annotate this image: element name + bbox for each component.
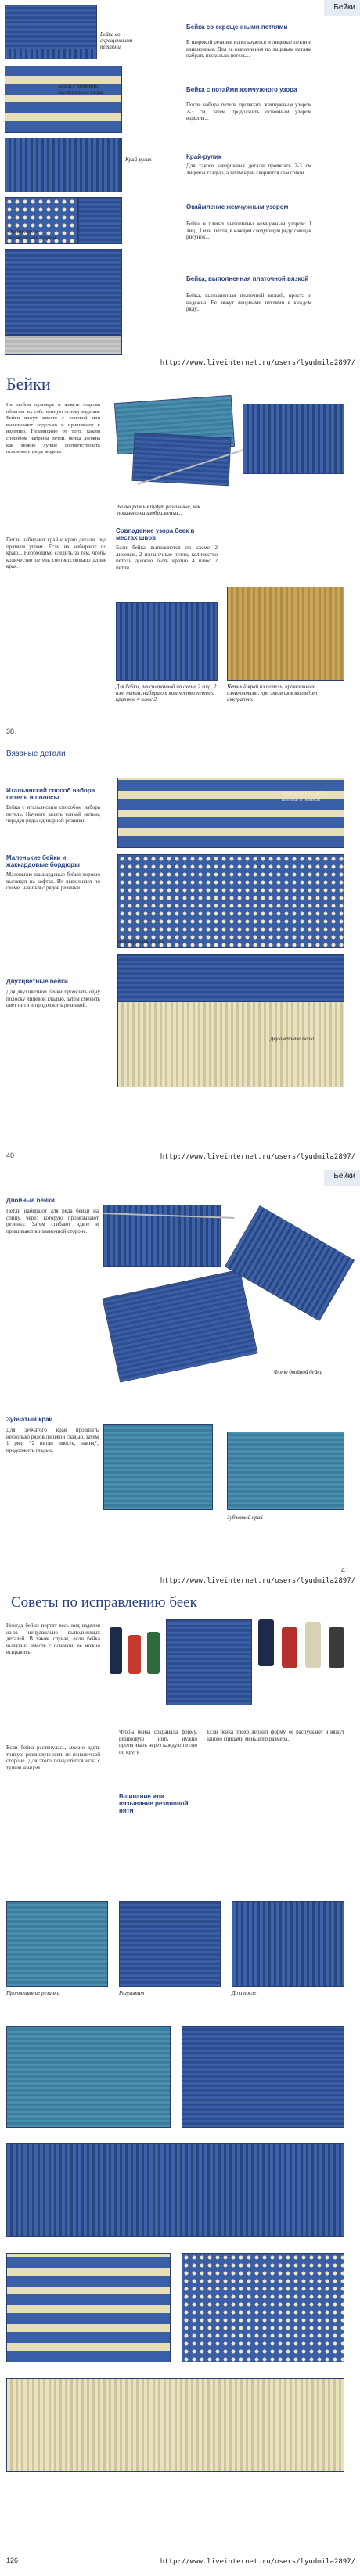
caption-bottom-left: Для бейки, рассчитанной по схеме 2 лиц., 2 изн. петли, набирают количество петель, кратное 4 плюс 2. bbox=[116, 684, 217, 702]
caption-2: Результат bbox=[119, 1990, 145, 1996]
photo-detail-6 bbox=[6, 2378, 344, 2472]
watermark-url: http://www.liveinternet.ru/users/lyudmila2897/ bbox=[160, 1153, 355, 1161]
photo-2 bbox=[119, 1901, 221, 1987]
photo-detail-3 bbox=[6, 2143, 344, 2237]
heading-rib: Край-рулик bbox=[186, 153, 221, 160]
swatch-border bbox=[5, 66, 122, 133]
thread-spool bbox=[110, 1627, 122, 1674]
swatch-crossed-rib bbox=[5, 49, 97, 59]
swatch-match-right bbox=[227, 587, 344, 681]
body-border: После набора петель провязать жемчужным узором 2-3 см, затем продолжить основным узором изделия... bbox=[186, 102, 311, 122]
thread-spool bbox=[128, 1635, 141, 1674]
watermark-url: http://www.liveinternet.ru/users/lyudmila2897/ bbox=[160, 2558, 355, 2566]
body-crossed: В широкой резинке используются и лицевые петли и изнаночные. Для ее выполнения по лицевым петлям набрать несколько петель... bbox=[186, 39, 311, 59]
watermark-url: http://www.liveinternet.ru/users/lyudmila2897/ bbox=[160, 1577, 355, 1585]
caption-rib: Край-рулик bbox=[125, 156, 152, 163]
body-double: Для двухцветной бейки провязать одну полоску лицевой гладью, затем сменить цвет нити и продолжить резинкой. bbox=[6, 989, 100, 1009]
swatch-seed-2 bbox=[78, 197, 122, 244]
heading-double-edge: Двойные бейки bbox=[6, 1197, 55, 1204]
caption-3: До и после bbox=[232, 1990, 257, 1996]
heading-italian: Итальянский способ набора петель и полосы bbox=[6, 787, 95, 801]
photo-detail-1 bbox=[6, 2026, 171, 2128]
page-3 bbox=[0, 767, 360, 1166]
caption-seed: Окаймленное жемчужным узором bbox=[8, 228, 56, 241]
swatch-italian bbox=[117, 778, 344, 848]
page-6 bbox=[0, 2010, 360, 2576]
heading-crossed: Бейка со скрещенными петлями bbox=[186, 23, 288, 31]
swatch-picot-2 bbox=[227, 1432, 344, 1510]
swatch-garter-bottom bbox=[5, 335, 122, 355]
heading-match: Совпадение узора беек в местах швов bbox=[116, 527, 195, 541]
caption-1: Протягивание резинки bbox=[6, 1990, 59, 1996]
photo-detail-5 bbox=[182, 2253, 344, 2362]
thread-spool bbox=[282, 1627, 297, 1668]
swatch-rib-right bbox=[243, 404, 344, 474]
page-tag: Бейки bbox=[333, 3, 355, 12]
caption-fold: Фото двойной бейки bbox=[274, 1369, 323, 1375]
body-picot: Для зубчатого края провязать несколько рядов лицевой гладью, затем 1 ряд: *2 петли вместе, накид*, продолжить гладью. bbox=[6, 1427, 99, 1453]
photo-1 bbox=[6, 1901, 108, 1987]
body-seed: Бейки в плечах выполнены жемчужным узором: 1 лиц., 1 изн. петля, в каждом следующем ряду смещая рисунок... bbox=[186, 221, 311, 241]
page-1 bbox=[0, 0, 360, 368]
thread-spool bbox=[329, 1627, 344, 1668]
swatch-garter bbox=[5, 249, 122, 335]
caption-border: Бейка с потанми жемчужного узора bbox=[58, 83, 103, 95]
thread-spool bbox=[305, 1622, 321, 1668]
swatch-rib bbox=[5, 138, 122, 192]
body-left: Если бейка растянулась, можно вдеть тонкую резиновую нить по изнаночной стороне. Для этого понадобится игла с тупым концом. bbox=[6, 1744, 100, 1771]
body-mid: Чтобы бейка сохраняла форму, резиновую нить нужно протягивать через каждую петлю по кругу. bbox=[119, 1729, 197, 1755]
heading-jacquard: Маленькие бейки и жаккардовые бордюры bbox=[6, 854, 80, 868]
page-number: 126 bbox=[6, 2556, 19, 2564]
caption-italian: Итальянский набор петель и полосы bbox=[282, 790, 329, 803]
page-title: Бейки bbox=[6, 374, 51, 393]
heading-garter: Бейка, выполненная платочной вязкой bbox=[186, 275, 309, 282]
swatch-double-bottom bbox=[117, 1001, 344, 1087]
photo-elastic bbox=[166, 1619, 252, 1705]
watermark-url: http://www.liveinternet.ru/users/lyudmila2897/ bbox=[160, 359, 355, 367]
page-number: 41 bbox=[340, 1566, 349, 1574]
intro-text: Иногда бейки портят весь вид изделия из-за неправильно выполненных деталей. В таком случае, если бейка вывязана вместе с основой, ее можно исправить. bbox=[6, 1622, 100, 1656]
thread-spool bbox=[147, 1632, 160, 1674]
page-tag: Бейки bbox=[333, 1172, 355, 1180]
swatch-match-left bbox=[116, 602, 218, 681]
heading-insert: Вшивание или вязывание резиновой нити bbox=[119, 1793, 189, 1814]
heading-double: Двухцветные бейки bbox=[6, 978, 68, 985]
swatch-picot bbox=[103, 1424, 213, 1510]
page-5 bbox=[0, 1588, 360, 2010]
page-4 bbox=[0, 1166, 360, 1588]
heading-seed: Окаймление жемчужным узором bbox=[186, 203, 289, 210]
photo-detail-2 bbox=[182, 2026, 344, 2128]
body-left: Петли набирают край к краю детали, под прямым углом. Если их набирают по краю... Необходимо следить за тем, чтобы количество петель соответствовало длине края. bbox=[6, 537, 106, 570]
swatch-double-top bbox=[117, 954, 344, 1001]
body-mid: Если бейка выполняется по схеме 2 лицевые, 2 изнаночные петли, количество петель должно быть кратно 4 плюс 2 петли. bbox=[116, 544, 218, 571]
page-title: Советы по исправлению беек bbox=[11, 1594, 197, 1611]
caption-picot: Зубчатый край bbox=[227, 1514, 263, 1521]
body-garter: Бейка, выполненная платочной вязкой, проста и надежна. Ее вяжут лицевыми петлями в каждом ряду... bbox=[186, 293, 311, 313]
caption-bottom-right: Четный край из петель, провязанных изнаночными, при этом шов выглядит аккуратно. bbox=[227, 684, 318, 702]
body-rib: Для такого завершения детали провязать 2-3 см лицевой гладью, а затем край свернётся сам собой... bbox=[186, 163, 311, 176]
caption-crossed: Бейка со скрещенными петлями bbox=[100, 31, 133, 50]
caption-double: Двухцветные бейки bbox=[270, 1036, 316, 1042]
photo-detail-4 bbox=[6, 2253, 171, 2362]
swatch-jacquard bbox=[117, 854, 344, 948]
thread-spool bbox=[258, 1619, 274, 1666]
intro-text: На любом пуловере и жакете отделка облегает их собственную основу изделия. Бейки вяжут вместе с основой или вывязывают отдельно и пришивают к изделию. Независимо от того, каким способом набраны петли, бейка должна как можно лучше соответствовать основному узору модели. bbox=[6, 402, 100, 455]
section-tag: Вязаные детали bbox=[6, 749, 66, 758]
page-number: 38 bbox=[6, 728, 15, 735]
photo-3 bbox=[232, 1901, 344, 1987]
body-double-edge: Петли набирают для ряда бейки на спицу, через которую провязывают резинку. Затем сгибают вдвое и пришивают к изнаночной стороне. bbox=[6, 1208, 99, 1234]
page-2 bbox=[0, 368, 360, 767]
caption-right: Бейки разных будут различные, как показано на изображении... bbox=[117, 504, 201, 516]
swatch-fold bbox=[103, 1269, 258, 1382]
body-italian: Бейка с итальянским способом набора петель. Начните вязать тонкой нитью, чередуя ряды одинарной резинки. bbox=[6, 804, 100, 825]
heading-border: Бейка с потайми жемчужного узора bbox=[186, 86, 297, 93]
page-number: 40 bbox=[6, 1151, 15, 1159]
caption-jacquard: Жаккардовые бейки bbox=[117, 939, 164, 945]
heading-picot: Зубчатый край bbox=[6, 1416, 53, 1423]
body-jacquard: Маленькие жаккардовые бейки хорошо выглядят на кофтах. Их выполняют по схеме, начиная с рядов резинки. bbox=[6, 871, 100, 892]
body-right: Если бейка плохо держит форму, ее распускают и вяжут заново спицами меньшего размера. bbox=[207, 1729, 344, 1742]
